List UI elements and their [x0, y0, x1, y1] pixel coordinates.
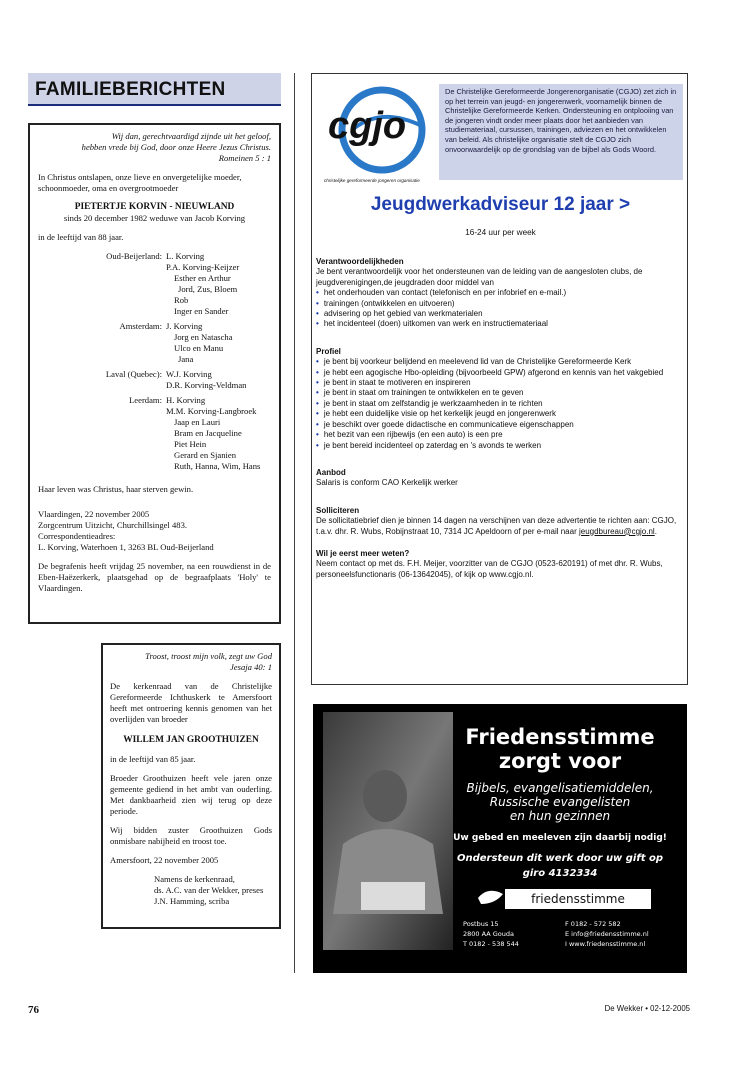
bible-quote: Troost, troost mijn volk, zegt uw God Jesaja 40: 1	[145, 651, 272, 672]
svg-text:2800 AA Gouda: 2800 AA Gouda	[463, 930, 514, 938]
responsibilities-heading: Verantwoordelijkheden	[316, 257, 404, 266]
signature-block: Namens de kerkenraad, ds. A.C. van der Wekker, preses J.N. Hamming, scriba	[154, 874, 264, 906]
deceased-name: WILLEM JAN GROOTHUIZEN	[123, 735, 259, 745]
list-item: • je bent bij voorkeur belijdend en meelevend lid van de Christelijke Gereformeerde Kerk	[316, 357, 682, 367]
page-number: 76	[28, 1004, 39, 1016]
job-hours: 16-24 uur per week	[465, 228, 536, 237]
svg-text:Uw gebed en meeleven zijn daar: Uw gebed en meeleven zijn daarbij nodig!	[453, 833, 667, 843]
responsibilities-list	[316, 288, 682, 330]
list-item: • je bent in staat om trainingen te ontwikkelen en te geven	[316, 388, 682, 398]
notice-intro: De kerkenraad van de Christelijke Gereformeerde Ichthuskerk te Amersfoort heeft met ontroering kennis genomen van het overlijden van broeder	[110, 681, 272, 724]
cgjo-logo	[322, 86, 440, 186]
age-line: in de leeftijd van 85 jaar.	[110, 754, 196, 764]
list-item: • je bent bereid incidenteel op zaterdag en 's avonds te werken	[316, 441, 682, 451]
email-link[interactable]: jeugdbureau@cgjo.nl	[578, 526, 655, 536]
svg-text:cgjo: cgjo	[328, 105, 407, 147]
svg-text:christelijke gereformeerde jon: christelijke gereformeerde jongeren organisatie	[324, 178, 420, 183]
list-item: • advisering op het gebied van werkmaterialen	[316, 309, 682, 319]
notice-date: Amersfoort, 22 november 2005	[110, 855, 219, 865]
family-row: Jana	[178, 354, 194, 364]
notice-intro: In Christus ontslapen, onze lieve en onvergetelijke moeder, schoonmoeder, oma en overgrootmoeder	[38, 172, 242, 193]
dove-icon	[478, 891, 503, 904]
family-list	[38, 251, 271, 472]
svg-text:friedensstimme: friedensstimme	[531, 892, 625, 906]
family-row: Leerdam: H. Korving M.M. Korving-Langbroek	[129, 395, 257, 416]
svg-text:I www.friedensstimme.nl: I www.friedensstimme.nl	[565, 940, 646, 948]
closing-line: Haar leven was Christus, haar sterven gewin.	[38, 484, 194, 494]
apply-heading: Solliciteren	[316, 505, 360, 515]
family-row: Rob Inger en Sander	[174, 295, 229, 316]
more-info-heading: Wil je eerst meer weten?	[316, 548, 410, 558]
family-row: Laval (Quebec): W.J. Korving D.R. Korving-Veldman	[105, 369, 247, 390]
svg-text:Ondersteun dit werk door uw gi: Ondersteun dit werk door uw gift op	[456, 853, 664, 864]
list-item: • je hebt een agogische Hbo-opleiding (bijvoorbeeld GPW) afgerond en kennis van het vakgebied	[316, 368, 682, 378]
family-row: Jorg en Natascha Ulco en Manu	[174, 332, 233, 353]
family-row: Amsterdam: J. Korving	[119, 321, 203, 331]
friedensstimme-advertisement	[313, 704, 687, 973]
svg-text:Bijbels, evangelisatiemiddelen: Bijbels, evangelisatiemiddelen,	[466, 781, 654, 795]
more-info-text: Neem contact op met ds. F.H. Meijer, voorzitter van de CGJO (0523-620191) of met dhr. R. Wubs, personeelsfunctionaris (06-13642045), of kijk op www.cgjo.nl.	[316, 559, 663, 579]
svg-text:T 0182 - 538 544: T 0182 - 538 544	[463, 940, 519, 948]
list-item: • het onderhouden van contact (telefonisch en per infobrief en e-mail.)	[316, 288, 682, 298]
responsibilities-text: Je bent verantwoordelijk voor het ondersteunen van de leiding van de aangesloten clubs, de jeugdverenigingen,de jeugdraden door middel van	[316, 267, 643, 287]
svg-text:zorgt voor: zorgt voor	[498, 749, 622, 773]
svg-text:Friedensstimme: Friedensstimme	[465, 725, 655, 749]
death-notice-groothuizen	[101, 643, 281, 929]
deceased-name: PIETERTJE KORVIN - NIEUWLAND	[74, 202, 235, 212]
list-item: • je beschikt over goede didactische en communicatieve eigenschappen	[316, 420, 682, 430]
list-item: • je hebt een duidelijke visie op het kerkelijk jeugd en jongerenwerk	[316, 409, 682, 419]
apply-text: De sollicitatiebrief dien je binnen 14 dagen na verschijnen van deze advertentie te richten aan: CGJO, t.a.v. dhr. R. Wubs, Robijnstraat 10, 7314 JC Apeldoorn of per e-mail naar jeugdbureau@cgjo.nl.	[316, 516, 677, 536]
bible-quote: Wij dan, gerechtvaardigd zijnde uit het geloof, hebben vrede bij God, door onze Heere Jezus Christus. Romeinen 5 : 1	[81, 131, 271, 163]
job-details	[316, 257, 682, 580]
job-advertisement	[311, 73, 688, 685]
section-header	[28, 73, 281, 106]
offer-heading: Aanbod	[316, 467, 346, 477]
svg-text:E info@friedensstimme.nl: E info@friedensstimme.nl	[565, 930, 649, 938]
age-line: in de leeftijd van 88 jaar.	[38, 232, 124, 242]
family-row: Jaap en Lauri Bram en Jacqueline Piet Hein Gerard en Sjanien Ruth, Hanna, Wim, Hans	[174, 417, 261, 471]
list-item: • je bent in staat om zelfstandig je werkzaamheden in te richten	[316, 399, 682, 409]
profile-heading: Profiel	[316, 346, 341, 356]
publication-footer: De Wekker • 02-12-2005	[604, 1004, 690, 1013]
notice-paragraph: Broeder Groothuizen heeft vele jaren onze gemeente gediend in het ambt van ouderling. Met dankbaarheid zien wij terug op deze periode.	[110, 773, 272, 816]
list-item: • trainingen (ontwikkelen en uitvoeren)	[316, 299, 682, 309]
svg-text:Russische evangelisten: Russische evangelisten	[489, 795, 631, 809]
job-title: Jeugdwerkadviseur 12 jaar >	[370, 194, 631, 215]
section-title: FAMILIEBERICHTEN	[35, 79, 226, 100]
svg-text:giro 4132334: giro 4132334	[522, 868, 598, 879]
address-block: Vlaardingen, 22 november 2005 Zorgcentrum Uitzicht, Churchillsingel 483. Correspondentieadres: L. Korving, Waterhoen 1, 3263 BL Oud-Beijerland	[38, 509, 214, 552]
family-row: Jord, Zus, Bloem	[178, 284, 238, 294]
svg-text:Postbus 15: Postbus 15	[463, 920, 499, 928]
svg-text:F 0182 - 572 582: F 0182 - 572 582	[565, 920, 621, 928]
list-item: • je bent in staat te motiveren en inspireren	[316, 378, 682, 388]
family-row: Esther en Arthur	[174, 273, 231, 283]
offer-text: Salaris is conform CAO Kerkelijk werker	[316, 478, 458, 488]
list-item: • het incidenteel (doen) uitkomen van werk en instructiemateriaal	[316, 319, 682, 329]
organization-info: De Christelijke Gereformeerde Jongerenorganisatie (CGJO) zet zich in op het terrein van jeugd- en jongerenwerk, voornamelijk binnen de Christelijke Gereformeerde Kerken. Ondersteuning en ontplooiing van de jongeren vindt onder meer plaats door het aanbieden van studiemateriaal, cursussen, trainingen, adviezen en het ontwikkelen van beleid. Als christelijke organisatie stelt de CGJO zich onvoorwaardelijk op de grondslag van de bijbel als Gods Woord.	[439, 84, 683, 180]
death-notice-korvin	[28, 123, 281, 624]
column-divider	[294, 73, 295, 973]
funeral-info: De begrafenis heeft vrijdag 25 november, na een rouwdienst in de Eben-Haëzerkerk, plaatsgehad op de begraafplaats 'Holy' te Vlaardingen.	[38, 561, 271, 593]
family-row: Oud-Beijerland: L. Korving P.A. Korving-Keijzer	[106, 251, 240, 272]
widow-line: sinds 20 december 1982 weduwe van Jacob Korving	[63, 213, 246, 223]
notice-paragraph: Wij bidden zuster Groothuizen Gods onmisbare nabijheid en troost toe.	[110, 825, 272, 846]
profile-list	[316, 357, 682, 451]
list-item: • het bezit van een rijbewijs (en een auto) is een pre	[316, 430, 682, 440]
svg-text:en hun gezinnen: en hun gezinnen	[509, 809, 611, 823]
